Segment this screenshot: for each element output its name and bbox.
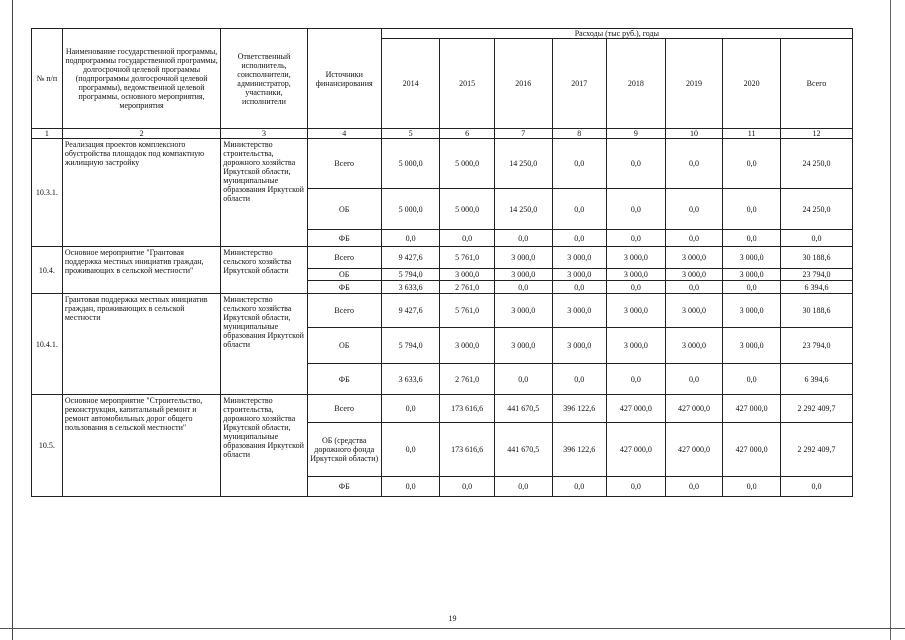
- year-value-cell: 3 000,0: [665, 328, 723, 364]
- total-value-cell: 24 250,0: [780, 139, 852, 189]
- funding-source-cell: Всего: [307, 247, 381, 269]
- year-value-cell: 9 427,6: [381, 294, 440, 328]
- year-value-cell: 0,0: [665, 477, 723, 497]
- year-value-cell: 173 616,6: [440, 395, 495, 423]
- year-value-cell: 0,0: [723, 364, 781, 395]
- header-year-cell: 2020: [723, 39, 781, 129]
- year-value-cell: 0,0: [552, 364, 607, 395]
- total-value-cell: 23 794,0: [780, 328, 852, 364]
- executor-cell: Министерство строительства, дорожного хозяйства Иркутской области, муниципальные образования Иркутской области: [221, 139, 307, 247]
- executor-cell: Министерство строительства, дорожного хозяйства Иркутской области, муниципальные образования Иркутской области: [221, 395, 307, 497]
- header-year-cell: 2018: [607, 39, 666, 129]
- year-value-cell: 0,0: [381, 230, 440, 247]
- item-number-cell: 10.4.: [32, 247, 63, 294]
- year-value-cell: 441 670,5: [494, 395, 552, 423]
- funding-source-cell: ФБ: [307, 281, 381, 294]
- year-value-cell: 0,0: [494, 281, 552, 294]
- year-value-cell: 5 000,0: [440, 139, 495, 189]
- year-value-cell: 3 000,0: [552, 247, 607, 269]
- year-value-cell: 3 000,0: [665, 294, 723, 328]
- total-value-cell: 6 394,6: [780, 281, 852, 294]
- year-value-cell: 14 250,0: [494, 139, 552, 189]
- year-value-cell: 0,0: [552, 230, 607, 247]
- year-value-cell: 0,0: [552, 281, 607, 294]
- column-number-cell: 11: [723, 129, 781, 139]
- header-name: Наименование государственной программы, подпрограммы государственной программы, долгосрочной целевой программы (подпрограммы долгосрочной целевой программы), ведомственной целевой программы, основного мероприятия, мероприятия: [62, 29, 220, 129]
- year-value-cell: 3 000,0: [607, 294, 666, 328]
- year-value-cell: 427 000,0: [607, 423, 666, 477]
- year-value-cell: 3 633,6: [381, 281, 440, 294]
- year-value-cell: 0,0: [607, 281, 666, 294]
- total-value-cell: 0,0: [780, 230, 852, 247]
- year-value-cell: 3 000,0: [607, 269, 666, 281]
- year-value-cell: 0,0: [552, 189, 607, 230]
- item-name-cell: Основное мероприятие "Грантовая поддержка местных инициатив граждан, проживающих в сельской местности": [62, 247, 220, 294]
- year-value-cell: 9 427,6: [381, 247, 440, 269]
- year-value-cell: 0,0: [723, 477, 781, 497]
- table-row: [32, 294, 853, 328]
- year-value-cell: 441 670,5: [494, 423, 552, 477]
- header-year-cell: 2015: [440, 39, 495, 129]
- header-year-cell: 2019: [665, 39, 723, 129]
- year-value-cell: 5 794,0: [381, 328, 440, 364]
- header-expenses: Расходы (тыс руб.), годы: [381, 29, 852, 39]
- year-value-cell: 3 000,0: [494, 247, 552, 269]
- year-value-cell: 3 000,0: [607, 247, 666, 269]
- total-value-cell: 2 292 409,7: [780, 423, 852, 477]
- item-number-cell: 10.5.: [32, 395, 63, 497]
- year-value-cell: 0,0: [665, 139, 723, 189]
- page-edge-bottom: [0, 628, 905, 629]
- total-value-cell: 30 188,6: [780, 294, 852, 328]
- year-value-cell: 3 000,0: [552, 269, 607, 281]
- funding-source-cell: ОБ: [307, 269, 381, 281]
- table-row: [32, 247, 853, 269]
- year-value-cell: 3 000,0: [607, 328, 666, 364]
- year-value-cell: 5 000,0: [440, 189, 495, 230]
- funding-source-cell: ФБ: [307, 477, 381, 497]
- column-number-cell: 12: [780, 129, 852, 139]
- column-number-cell: 3: [221, 129, 307, 139]
- header-year-cell: 2016: [494, 39, 552, 129]
- year-value-cell: 3 000,0: [723, 247, 781, 269]
- year-value-cell: 0,0: [381, 477, 440, 497]
- year-value-cell: 5 794,0: [381, 269, 440, 281]
- year-value-cell: 3 000,0: [494, 269, 552, 281]
- item-name-cell: Основное мероприятие "Строительство, реконструкция, капитальный ремонт и ремонт автомобильных дорог общего пользования в сельской местности": [62, 395, 220, 497]
- year-value-cell: 396 122,6: [552, 423, 607, 477]
- header-column-numbers-row: [32, 129, 853, 139]
- funding-source-cell: Всего: [307, 294, 381, 328]
- year-value-cell: 0,0: [552, 139, 607, 189]
- table-row: [32, 395, 853, 423]
- page-number: 19: [448, 614, 457, 623]
- year-value-cell: 5 000,0: [381, 189, 440, 230]
- column-number-cell: 9: [607, 129, 666, 139]
- table-row: [32, 139, 853, 189]
- year-value-cell: 427 000,0: [723, 395, 781, 423]
- year-value-cell: 0,0: [440, 230, 495, 247]
- year-value-cell: 0,0: [665, 364, 723, 395]
- year-value-cell: 0,0: [607, 189, 666, 230]
- total-value-cell: 23 794,0: [780, 269, 852, 281]
- item-name-cell: Реализация проектов комплексного обустройства площадок под компактную жилищную застройку: [62, 139, 220, 247]
- column-number-cell: 6: [440, 129, 495, 139]
- column-number-cell: 1: [32, 129, 63, 139]
- executor-cell: Министерство сельского хозяйства Иркутской области: [221, 247, 307, 294]
- year-value-cell: 2 761,0: [440, 364, 495, 395]
- column-number-cell: 2: [62, 129, 220, 139]
- year-value-cell: 3 000,0: [494, 328, 552, 364]
- year-value-cell: 173 616,6: [440, 423, 495, 477]
- total-value-cell: 0,0: [780, 477, 852, 497]
- year-value-cell: 396 122,6: [552, 395, 607, 423]
- header-year-cell: 2014: [381, 39, 440, 129]
- year-value-cell: 0,0: [607, 230, 666, 247]
- column-number-cell: 10: [665, 129, 723, 139]
- table-body: [32, 139, 853, 497]
- year-value-cell: 0,0: [552, 477, 607, 497]
- year-value-cell: 0,0: [723, 189, 781, 230]
- year-value-cell: 2 761,0: [440, 281, 495, 294]
- page-edge-left: [12, 0, 13, 640]
- year-value-cell: 3 000,0: [723, 328, 781, 364]
- year-value-cell: 0,0: [381, 423, 440, 477]
- year-value-cell: 3 000,0: [494, 294, 552, 328]
- total-value-cell: 2 292 409,7: [780, 395, 852, 423]
- year-value-cell: 0,0: [494, 364, 552, 395]
- year-value-cell: 0,0: [440, 477, 495, 497]
- year-value-cell: 3 633,6: [381, 364, 440, 395]
- year-value-cell: 3 000,0: [440, 269, 495, 281]
- year-value-cell: 3 000,0: [723, 294, 781, 328]
- funding-source-cell: ФБ: [307, 230, 381, 247]
- year-value-cell: 0,0: [607, 364, 666, 395]
- year-value-cell: 5 000,0: [381, 139, 440, 189]
- year-value-cell: 0,0: [723, 230, 781, 247]
- year-value-cell: 0,0: [723, 281, 781, 294]
- year-value-cell: 3 000,0: [552, 294, 607, 328]
- year-value-cell: 0,0: [723, 139, 781, 189]
- year-value-cell: 0,0: [494, 477, 552, 497]
- year-value-cell: 0,0: [665, 281, 723, 294]
- column-number-cell: 4: [307, 129, 381, 139]
- header-source: Источники финансирования: [307, 29, 381, 129]
- year-value-cell: 14 250,0: [494, 189, 552, 230]
- page-edge-right: [890, 0, 891, 640]
- funding-source-cell: Всего: [307, 139, 381, 189]
- year-value-cell: 427 000,0: [607, 395, 666, 423]
- item-number-cell: 10.3.1.: [32, 139, 63, 247]
- total-value-cell: 6 394,6: [780, 364, 852, 395]
- year-value-cell: 3 000,0: [723, 269, 781, 281]
- header-year-cell: 2017: [552, 39, 607, 129]
- year-value-cell: 3 000,0: [440, 328, 495, 364]
- budget-table: [31, 28, 853, 497]
- item-name-cell: Грантовая поддержка местных инициатив граждан, проживающих в сельской местности: [62, 294, 220, 395]
- year-value-cell: 427 000,0: [665, 395, 723, 423]
- column-number-cell: 7: [494, 129, 552, 139]
- column-number-cell: 5: [381, 129, 440, 139]
- year-value-cell: 427 000,0: [723, 423, 781, 477]
- column-number-cell: 8: [552, 129, 607, 139]
- total-value-cell: 24 250,0: [780, 189, 852, 230]
- total-value-cell: 30 188,6: [780, 247, 852, 269]
- year-value-cell: 3 000,0: [552, 328, 607, 364]
- year-value-cell: 0,0: [665, 189, 723, 230]
- header-executor: Ответственный исполнитель, соисполнители, администратор, участники, исполнители: [221, 29, 307, 129]
- funding-source-cell: ОБ (средства дорожного фонда Иркутской области): [307, 423, 381, 477]
- funding-source-cell: ОБ: [307, 189, 381, 230]
- year-value-cell: 0,0: [494, 230, 552, 247]
- executor-cell: Министерство сельского хозяйства Иркутской области, муниципальные образования Иркутской области: [221, 294, 307, 395]
- year-value-cell: 5 761,0: [440, 247, 495, 269]
- funding-source-cell: ФБ: [307, 364, 381, 395]
- year-value-cell: 3 000,0: [665, 269, 723, 281]
- year-value-cell: 0,0: [607, 139, 666, 189]
- item-number-cell: 10.4.1.: [32, 294, 63, 395]
- year-value-cell: 0,0: [607, 477, 666, 497]
- header-num: № п/п: [32, 29, 63, 129]
- header-year-cell: Всего: [780, 39, 852, 129]
- funding-source-cell: Всего: [307, 395, 381, 423]
- year-value-cell: 427 000,0: [665, 423, 723, 477]
- funding-source-cell: ОБ: [307, 328, 381, 364]
- year-value-cell: 0,0: [665, 230, 723, 247]
- year-value-cell: 0,0: [381, 395, 440, 423]
- year-value-cell: 3 000,0: [665, 247, 723, 269]
- year-value-cell: 5 761,0: [440, 294, 495, 328]
- table-header: [32, 29, 853, 139]
